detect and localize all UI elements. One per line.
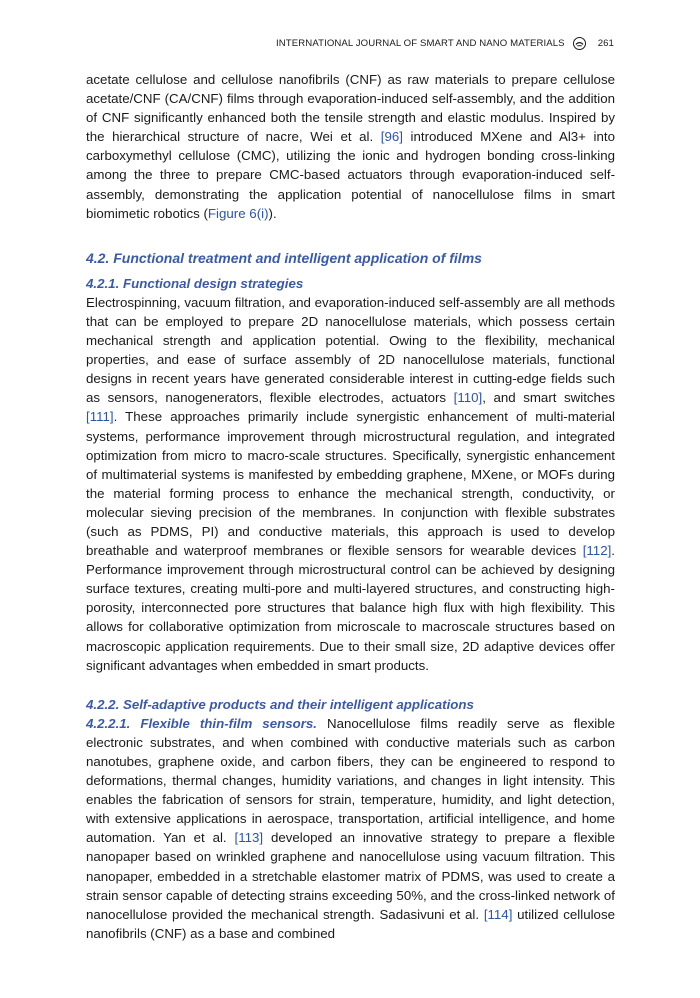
- text-run: , and smart switches: [482, 390, 615, 406]
- text-run: . Performance improvement through microstructural control can be achieved by designing surface textures, creating multi-pore and multi-layered structures, and constructing high-porosity, interconnected pore structures that balance high flux with high flexibility. This allows for collaborative optimization from microscale to macroscale structures based on macroscopic application requirements. Due to their small size, 2D adaptive devices offer significant advantages when embedded in smart products.: [86, 543, 615, 673]
- citation-link[interactable]: [110]: [453, 390, 483, 406]
- page-body: [86, 70, 615, 943]
- figure-link[interactable]: Figure 6(i): [207, 205, 269, 221]
- text-run: developed an innovative strategy to prepare a flexible nanopaper based on wrinkled graphene and nanocellulose using vacuum filtration. This nanopaper, embedded in a stretchable elastomer matrix of PDMS, was used to create a strain sensor capable of detecting strains exceeding 50%, and the cross-linked network of nanocellulose provided the mechanical strength. Sadasivuni et al.: [86, 830, 616, 922]
- text-run: introduced MXene and Al3+ into carboxymethyl cellulose (CMC), utilizing the ionic and hydrogen bonding cross-linking among the three to prepare CMC-based actuators through evaporation-induced self-assembly, demonstrating the application potential of nanocellulose films in smart biomimetic robotics (: [86, 129, 615, 221]
- text-run: Nanocellulose films readily serve as flexible electronic substrates, and when combined with conductive materials such as carbon nanotubes, graphene oxide, and carbon fibers, they can be engineered to respond to deformations, thermal changes, humidity variations, and changes in light intensity. This enables the fabrication of sensors for strain, temperature, humidity, and light detection, with extensive applications in aerospace, transportation, artificial intelligence, and home automation. Yan et al.: [86, 715, 615, 846]
- text-run: utilized cellulose nanofibrils (CNF) as a base and combined: [86, 906, 615, 941]
- paragraph-cellulose-films: [86, 70, 615, 223]
- section-heading-4-2: 4.2. Functional treatment and intelligent application of films: [86, 249, 482, 266]
- citation-link[interactable]: [113]: [234, 830, 264, 846]
- text-run: Electrospinning, vacuum filtration, and evaporation-induced self-assembly are all methods that can be employed to prepare 2D nanocellulose materials, which possess certain mechanical strength and application potential. Owing to the flexibility, mechanical properties, and ease of surface assembly of 2D nanocellulose materials, functional designs in recent years have generated considerable interest in cutting-edge fields such as sensors, nanogenerators, flexible electrodes, actuators: [86, 294, 615, 406]
- page-number: 261: [597, 38, 614, 49]
- journal-title: INTERNATIONAL JOURNAL OF SMART AND NANO MATERIALS: [276, 38, 565, 49]
- journal-logo-icon: [573, 37, 586, 50]
- citation-link[interactable]: [111]: [86, 409, 114, 425]
- text-run: ).: [268, 205, 277, 221]
- paragraph-functional-design: [86, 293, 615, 675]
- citation-link[interactable]: [96]: [380, 129, 403, 145]
- citation-link[interactable]: [114]: [483, 906, 513, 922]
- citation-link[interactable]: [112]: [582, 543, 612, 559]
- subsection-heading-4-2-1: 4.2.1. Functional design strategies: [86, 275, 304, 291]
- paragraph-thin-film-sensors: [86, 714, 615, 943]
- running-header: [276, 37, 614, 50]
- text-run: acetate cellulose and cellulose nanofibrils (CNF) as raw materials to prepare cellulose acetate/CNF (CA/CNF) films through evaporation-induced self-assembly, and the addition of CNF significantly enhanced both the tensile strength and elastic modulus. Inspired by the hierarchical structure of nacre, Wei et al.: [86, 72, 615, 145]
- text-run: . These approaches primarily include synergistic enhancement of multi-material systems, performance improvement through microstructural regulation, and integrated optimization from micro to macro-scale structures. Specifically, synergistic enhancement of multimaterial systems is manifested by embedding graphene, MXene, or MOFs during the material forming process to enhance the mechanical strength, conductivity, or molecular sieving precision of the membranes. In conjunction with flexible substrates (such as PDMS, PI) and conductive materials, this approach is used to develop breathable and waterproof membranes or flexible sensors for wearable devices: [86, 409, 615, 559]
- subsection-heading-4-2-2: 4.2.2. Self-adaptive products and their intelligent applications: [86, 696, 474, 712]
- run-in-heading-4-2-2-1: 4.2.2.1. Flexible thin-film sensors.: [86, 715, 318, 731]
